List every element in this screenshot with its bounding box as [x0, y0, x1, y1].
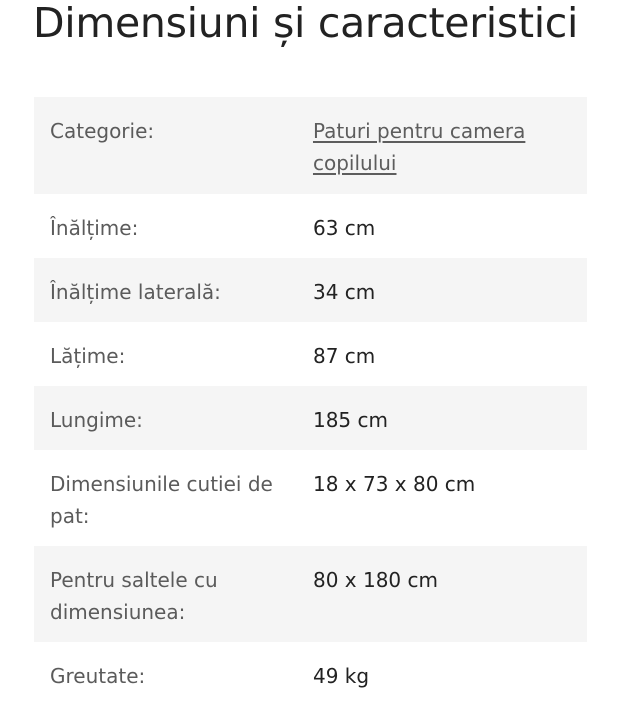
- row-value: 63 cm: [312, 216, 376, 240]
- row-label: Înălțime laterală:: [50, 280, 221, 304]
- table-row-length: [34, 386, 587, 450]
- row-value: 49 kg: [312, 664, 370, 688]
- table-row-box-dimensions: [34, 450, 587, 546]
- row-value: [313, 115, 571, 177]
- row-value: 87 cm: [312, 344, 376, 368]
- row-value: 18 x 73 x 80 cm: [312, 472, 476, 496]
- row-value: 34 cm: [312, 280, 376, 304]
- row-label: Înălțime:: [50, 216, 139, 240]
- row-value: 80 x 180 cm: [312, 568, 438, 592]
- table-row-width: [34, 322, 587, 386]
- table-row-mattress-size: [34, 546, 587, 642]
- row-label: Categorie:: [50, 119, 155, 143]
- table-row-weight: [34, 642, 587, 706]
- table-row-side-height: [34, 258, 587, 322]
- table-row-height: [34, 194, 587, 258]
- row-label: Dimensiunile cutiei de pat:: [50, 472, 273, 528]
- row-label: Lungime:: [50, 408, 143, 432]
- specs-table: [34, 97, 587, 706]
- page-title: Dimensiuni și caracteristici: [33, 0, 579, 47]
- category-link[interactable]: Paturi pentru camera copilului: [312, 119, 526, 175]
- table-row-category: [34, 97, 587, 194]
- row-label: Greutate:: [50, 664, 146, 688]
- row-label: Lățime:: [50, 344, 126, 368]
- row-value: 185 cm: [312, 408, 388, 432]
- row-label: Pentru saltele cu dimensiunea:: [50, 568, 218, 624]
